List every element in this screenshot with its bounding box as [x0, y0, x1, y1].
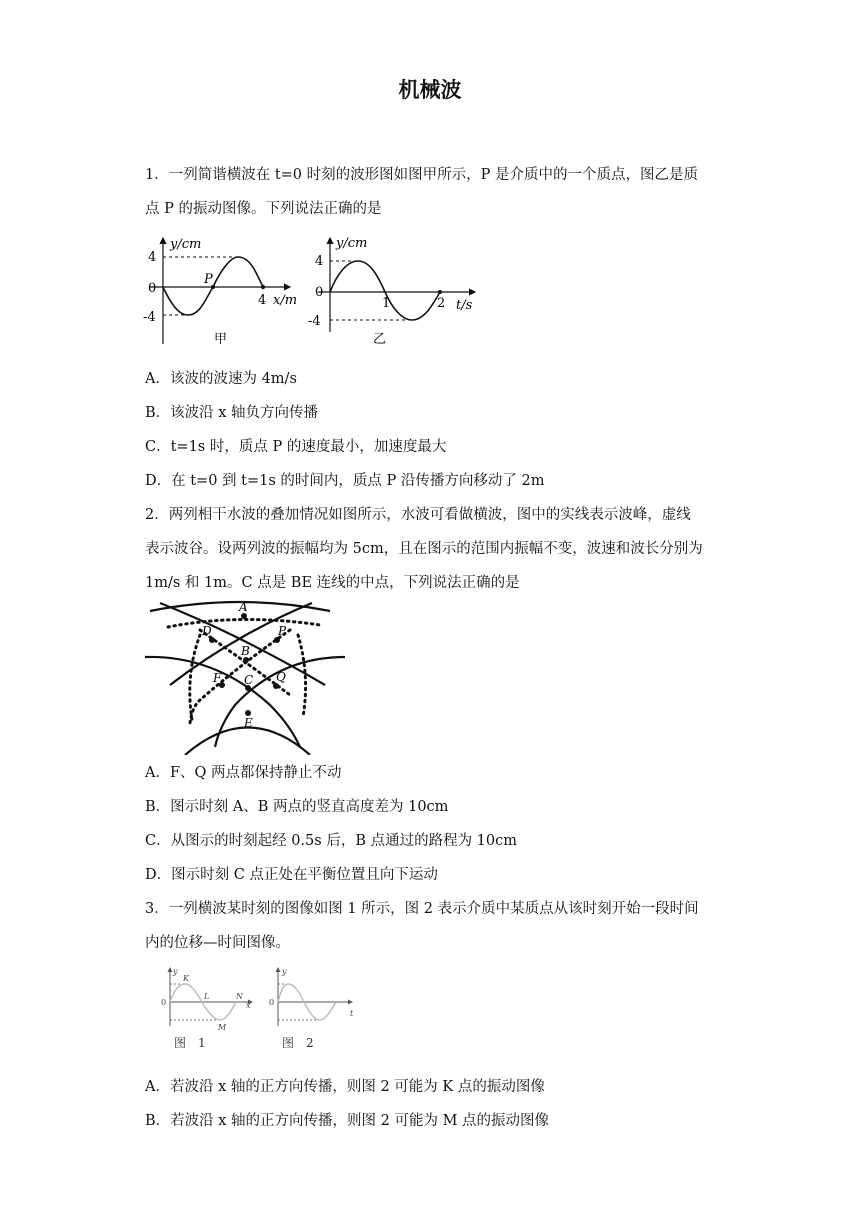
- g1-k: K: [183, 974, 189, 983]
- question-1-option-a: A．该波的波速为 4m/s: [145, 371, 297, 387]
- label-c: C: [244, 673, 254, 687]
- question-1-option-d: D．在 t=0 到 t=1s 的时间内，质点 P 沿传播方向移动了 2m: [145, 473, 545, 489]
- jia-xlabel: x/m: [273, 293, 298, 308]
- question-1-line-1: 1．一列简谐横波在 t=0 时刻的波形图如图甲所示，P 是介质中的一个质点，图乙是质: [145, 167, 699, 183]
- page-title: 机械波: [398, 78, 462, 102]
- wave-graph-jia: [143, 237, 297, 347]
- question-1-option-b: B．该波沿 x 轴负方向传播: [145, 405, 319, 421]
- label-q: Q: [276, 670, 286, 684]
- yi-tick-neg: -4: [308, 314, 321, 329]
- question-3-line-1: 3．一列横波某时刻的图像如图 1 所示，图 2 表示介质中某质点从该时刻开始一段时间: [145, 901, 699, 917]
- yi-tick-pos: 4: [315, 254, 324, 269]
- label-d: D: [202, 624, 212, 638]
- question-2-option-a: A．F、Q 两点都保持静止不动: [145, 765, 342, 781]
- g1-caption: 图 1: [174, 1036, 206, 1050]
- jia-tick-pos: 4: [148, 250, 157, 265]
- label-f: F: [213, 671, 222, 685]
- vibration-graph-yi: [308, 236, 475, 347]
- question-1-figure: [140, 232, 485, 350]
- jia-tick-neg: -4: [143, 310, 156, 325]
- graph-2: [269, 967, 354, 1050]
- label-a: A: [239, 600, 248, 614]
- question-2-option-c: C．从图示的时刻起经 0.5s 后，B 点通过的路程为 10cm: [145, 833, 518, 849]
- label-e: E: [244, 716, 253, 730]
- question-2-line-3: 1m/s 和 1m。C 点是 BE 连线的中点，下列说法正确的是: [145, 575, 520, 591]
- question-2-line-2: 表示波谷。设两列波的振幅均为 5cm，且在图示的范围内振幅不变，波速和波长分别为: [145, 541, 703, 557]
- g2-caption: 图 2: [282, 1036, 314, 1050]
- yi-xlabel: t/s: [456, 298, 473, 313]
- g1-l: L: [204, 992, 210, 1001]
- question-3-line-2: 内的位移—时间图像。: [145, 935, 290, 951]
- g2-t: t: [350, 1009, 354, 1018]
- yi-ylabel: y/cm: [336, 236, 368, 251]
- g1-origin: 0: [161, 998, 167, 1007]
- question-2-figure: [140, 595, 355, 755]
- g1-x: x: [246, 1001, 251, 1010]
- g1-y: y: [173, 967, 178, 976]
- question-3-option-b: B．若波沿 x 轴的正方向传播，则图 2 可能为 M 点的振动图像: [145, 1113, 550, 1129]
- question-2-option-d: D．图示时刻 C 点正处在平衡位置且向下运动: [145, 867, 438, 883]
- question-2-option-b: B．图示时刻 A、B 两点的竖直高度差为 10cm: [145, 799, 449, 815]
- yi-origin: 0: [315, 285, 324, 300]
- g2-y: y: [282, 967, 287, 976]
- graph-1: [161, 967, 252, 1050]
- yi-caption: 乙: [373, 332, 387, 347]
- label-b: B: [241, 644, 250, 658]
- yi-x-tick-2: 2: [437, 296, 446, 311]
- question-1-line-2: 点 P 的振动图像。下列说法正确的是: [145, 201, 382, 217]
- question-2-line-1: 2．两列相干水波的叠加情况如图所示，水波可看做横波，图中的实线表示波峰，虚线: [145, 507, 691, 523]
- g2-origin: 0: [269, 998, 275, 1007]
- yi-x-tick-1: 1: [382, 296, 391, 311]
- question-3-option-a: A．若波沿 x 轴的正方向传播，则图 2 可能为 K 点的振动图像: [145, 1079, 545, 1095]
- jia-x-tick: 4: [258, 293, 267, 308]
- question-1-option-c: C．t=1s 时，质点 P 的速度最小，加速度最大: [145, 439, 447, 455]
- label-p: P: [278, 624, 287, 638]
- jia-ylabel: y/cm: [170, 237, 202, 252]
- question-3-figure: [152, 964, 362, 1059]
- jia-origin: 0: [148, 281, 157, 296]
- jia-caption: 甲: [214, 332, 228, 347]
- g1-m: M: [218, 1023, 227, 1032]
- jia-point-p: P: [204, 272, 213, 287]
- g1-n: N: [236, 992, 243, 1001]
